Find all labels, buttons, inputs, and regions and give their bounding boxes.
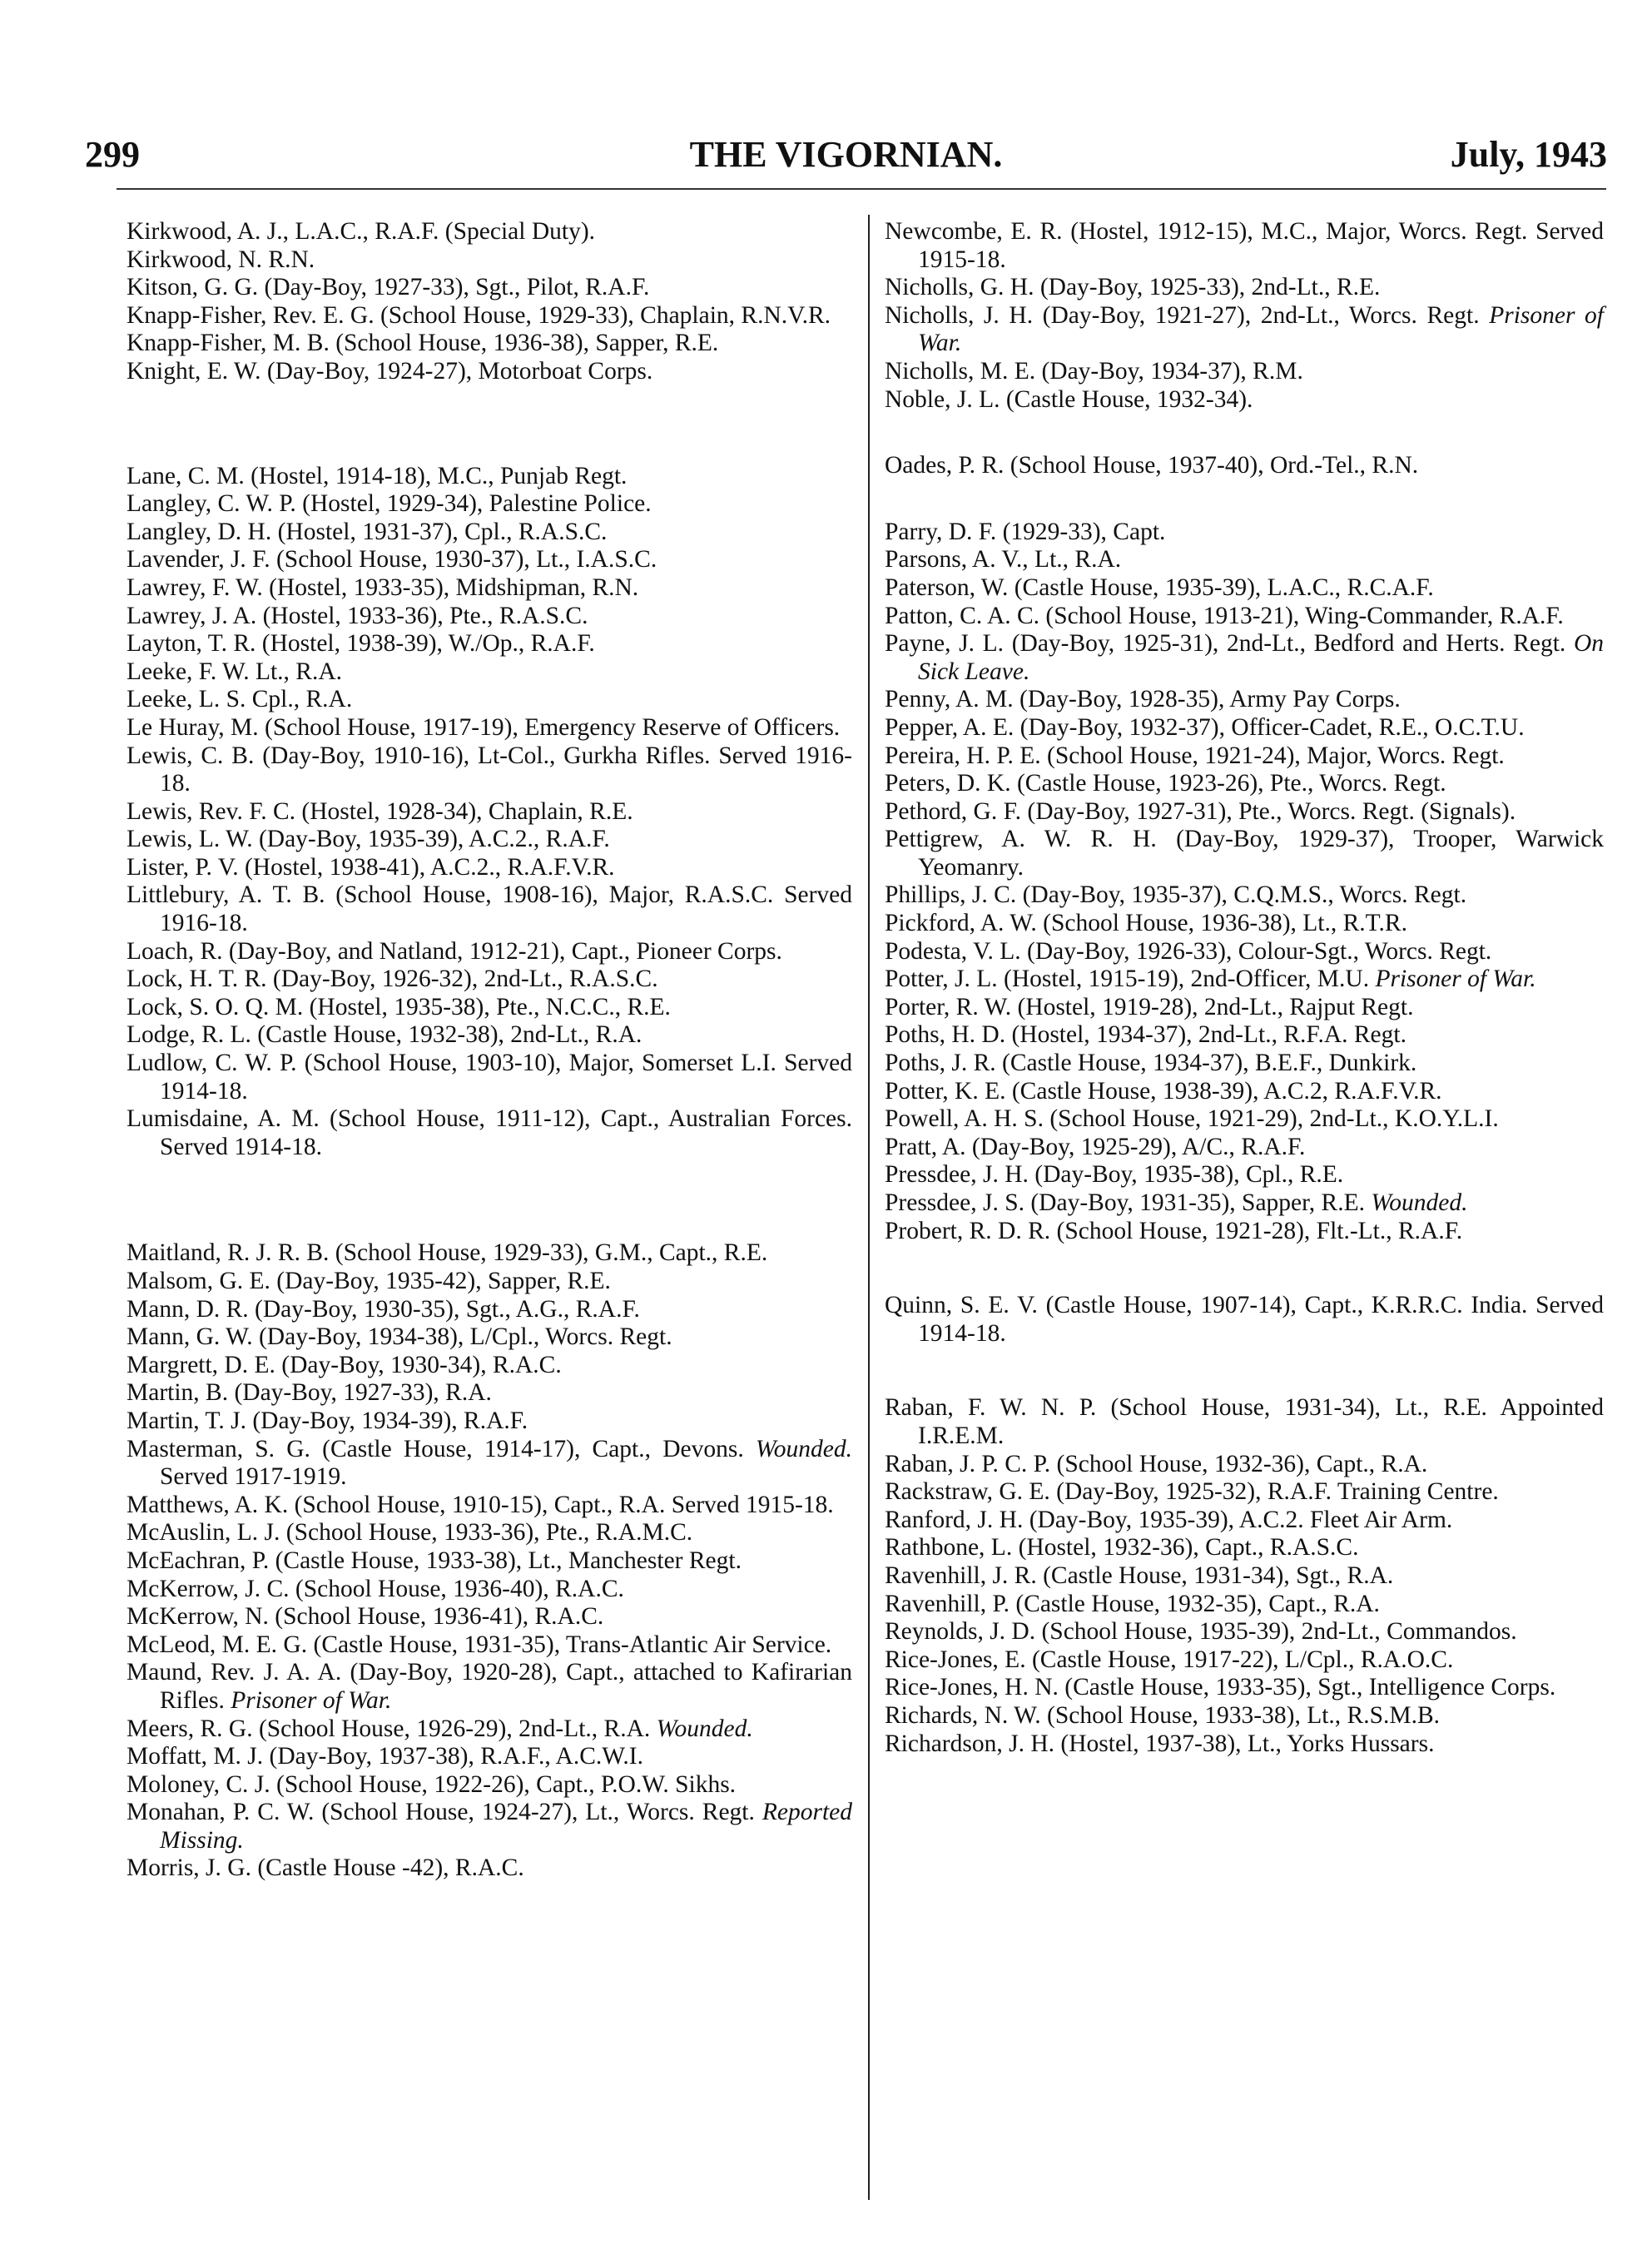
- roll-entry: Probert, R. D. R. (School House, 1921-28), Flt.-Lt., R.A.F.: [885, 1217, 1463, 1244]
- roll-entry: Lawrey, J. A. (Hostel, 1933-36), Pte., R.A.S.C.: [127, 602, 588, 629]
- group-spacer: [885, 1245, 1604, 1292]
- roll-entry: Pepper, A. E. (Day-Boy, 1932-37), Officer-Cadet, R.E., O.C.T.U.: [885, 713, 1525, 741]
- roll-entry: Pethord, G. F. (Day-Boy, 1927-31), Pte., Worcs. Regt. (Signals).: [885, 797, 1516, 825]
- roll-entry: Ravenhill, J. R. (Castle House, 1931-34), Sgt., R.A.: [885, 1561, 1394, 1589]
- roll-entry: Reynolds, J. D. (School House, 1935-39), 2nd-Lt., Commandos.: [885, 1618, 1517, 1646]
- roll-entry: Parry, D. F. (1929-33), Capt.: [885, 518, 1166, 545]
- roll-entry: Parsons, A. V., Lt., R.A.: [885, 546, 1122, 573]
- roll-entry: Masterman, S. G. (Castle House, 1914-17), Capt., Devons. Wounded. Served 1917-1919.: [127, 1435, 852, 1491]
- roll-entry: Peters, D. K. (Castle House, 1923-26), Pte., Worcs. Regt.: [885, 770, 1446, 797]
- right-column: [885, 218, 1604, 1758]
- roll-entry: Poths, J. R. (Castle House, 1934-37), B.E.F., Dunkirk.: [885, 1050, 1417, 1077]
- letter-group-n: [885, 218, 1604, 414]
- roll-entry: Pratt, A. (Day-Boy, 1925-29), A/C., R.A.F.: [885, 1133, 1306, 1160]
- roll-entry: Potter, K. E. (Castle House, 1938-39), A.C.2, R.A.F.V.R.: [885, 1077, 1442, 1105]
- roll-entry: Margrett, D. E. (Day-Boy, 1930-34), R.A.C.: [127, 1351, 562, 1378]
- roll-entry: Mann, D. R. (Day-Boy, 1930-35), Sgt., A.G., R.A.F.: [127, 1295, 640, 1323]
- group-spacer: [885, 414, 1604, 452]
- group-spacer: [885, 1348, 1604, 1394]
- roll-entry: Lawrey, F. W. (Hostel, 1933-35), Midshipman, R.N.: [127, 573, 639, 601]
- roll-entry: Mann, G. W. (Day-Boy, 1934-38), L/Cpl., Worcs. Regt.: [127, 1323, 672, 1351]
- roll-entry: Kirkwood, N. R.N.: [127, 246, 315, 273]
- header-rule: [117, 188, 1606, 190]
- roll-entry: Noble, J. L. (Castle House, 1932-34).: [885, 385, 1253, 413]
- roll-entry: Lister, P. V. (Hostel, 1938-41), A.C.2., R.A.F.V.R.: [127, 853, 615, 881]
- roll-entry: Paterson, W. (Castle House, 1935-39), L.A.C., R.C.A.F.: [885, 573, 1434, 601]
- publication-title: THE VIGORNIAN.: [689, 134, 1003, 175]
- roll-entry: Knapp-Fisher, Rev. E. G. (School House, 1929-33), Chaplain, R.N.V.R.: [127, 301, 831, 329]
- roll-entry: Porter, R. W. (Hostel, 1919-28), 2nd-Lt., Rajput Regt.: [885, 993, 1414, 1020]
- roll-entry: Nicholls, M. E. (Day-Boy, 1934-37), R.M.: [885, 357, 1303, 385]
- roll-entry: Raban, J. P. C. P. (School House, 1932-36), Capt., R.A.: [885, 1450, 1428, 1477]
- roll-entry: Kirkwood, A. J., L.A.C., R.A.F. (Special Duty).: [127, 218, 596, 245]
- roll-entry: Lumisdaine, A. M. (School House, 1911-12), Capt., Australian Forces. Served 1914-18.: [127, 1105, 852, 1160]
- roll-entry: Loach, R. (Day-Boy, and Natland, 1912-21), Capt., Pioneer Corps.: [127, 937, 782, 965]
- letter-group-k: [127, 218, 852, 386]
- group-spacer: [127, 1161, 852, 1239]
- roll-entry: Maund, Rev. J. A. A. (Day-Boy, 1920-28), Capt., attached to Kafirarian Rifles. Prisoner of War.: [127, 1659, 852, 1714]
- roll-entry: Rice-Jones, H. N. (Castle House, 1933-35), Sgt., Intelligence Corps.: [885, 1674, 1556, 1701]
- roll-entry: McKerrow, J. C. (School House, 1936-40), R.A.C.: [127, 1575, 624, 1602]
- roll-entry: Pressdee, J. H. (Day-Boy, 1935-38), Cpl., R.E.: [885, 1161, 1344, 1189]
- roll-entry: Rackstraw, G. E. (Day-Boy, 1925-32), R.A.F. Training Centre.: [885, 1478, 1499, 1506]
- roll-entry: Payne, J. L. (Day-Boy, 1925-31), 2nd-Lt., Bedford and Herts. Regt. On Sick Leave.: [885, 630, 1604, 685]
- roll-entry: Pettigrew, A. W. R. H. (Day-Boy, 1929-37), Trooper, Warwick Yeomanry.: [885, 826, 1604, 881]
- roll-entry: Moffatt, M. J. (Day-Boy, 1937-38), R.A.F., A.C.W.I.: [127, 1743, 643, 1770]
- roll-entry: Nicholls, J. H. (Day-Boy, 1921-27), 2nd-Lt., Worcs. Regt. Prisoner of War.: [885, 301, 1604, 357]
- roll-entry: Raban, F. W. N. P. (School House, 1931-34), Lt., R.E. Appointed I.R.E.M.: [885, 1394, 1604, 1449]
- left-column: [127, 218, 852, 1883]
- roll-entry: Knapp-Fisher, M. B. (School House, 1936-38), Sapper, R.E.: [127, 330, 719, 357]
- roll-entry: Lewis, C. B. (Day-Boy, 1910-16), Lt-Col., Gurkha Rifles. Served 1916-18.: [127, 742, 852, 797]
- roll-entry: Langley, D. H. (Hostel, 1931-37), Cpl., R.A.S.C.: [127, 518, 608, 545]
- roll-entry: Ravenhill, P. (Castle House, 1932-35), Capt., R.A.: [885, 1590, 1380, 1617]
- roll-entry: Lewis, Rev. F. C. (Hostel, 1928-34), Chaplain, R.E.: [127, 797, 633, 825]
- roll-entry: Langley, C. W. P. (Hostel, 1929-34), Palestine Police.: [127, 490, 652, 518]
- roll-entry: Rice-Jones, E. (Castle House, 1917-22), L/Cpl., R.A.O.C.: [885, 1646, 1454, 1673]
- letter-group-m: [127, 1239, 852, 1883]
- roll-entry: Patton, C. A. C. (School House, 1913-21), Wing-Commander, R.A.F.: [885, 602, 1564, 629]
- roll-entry: Lock, H. T. R. (Day-Boy, 1926-32), 2nd-Lt., R.A.S.C.: [127, 966, 658, 993]
- roll-entry: Moloney, C. J. (School House, 1922-26), Capt., P.O.W. Sikhs.: [127, 1770, 737, 1798]
- roll-entry: Lodge, R. L. (Castle House, 1932-38), 2nd-Lt., R.A.: [127, 1021, 642, 1049]
- roll-entry: Powell, A. H. S. (School House, 1921-29), 2nd-Lt., K.O.Y.L.I.: [885, 1105, 1499, 1133]
- roll-entry: Layton, T. R. (Hostel, 1938-39), W./Op., R.A.F.: [127, 630, 595, 658]
- page-header: [85, 133, 1607, 180]
- roll-entry: Knight, E. W. (Day-Boy, 1924-27), Motorboat Corps.: [127, 357, 653, 385]
- roll-entry: Lavender, J. F. (School House, 1930-37), Lt., I.A.S.C.: [127, 546, 657, 573]
- roll-entry: Lock, S. O. Q. M. (Hostel, 1935-38), Pte., N.C.C., R.E.: [127, 993, 671, 1020]
- roll-entry: Kitson, G. G. (Day-Boy, 1927-33), Sgt., Pilot, R.A.F.: [127, 274, 650, 301]
- page-number: 299: [85, 134, 140, 175]
- roll-entry: Podesta, V. L. (Day-Boy, 1926-33), Colour-Sgt., Worcs. Regt.: [885, 937, 1492, 965]
- issue-date: July, 1943: [1450, 134, 1607, 175]
- roll-entry: McEachran, P. (Castle House, 1933-38), Lt., Manchester Regt.: [127, 1547, 742, 1574]
- roll-entry: Richardson, J. H. (Hostel, 1937-38), Lt., Yorks Hussars.: [885, 1730, 1435, 1757]
- roll-entry: Penny, A. M. (Day-Boy, 1928-35), Army Pay Corps.: [885, 686, 1401, 713]
- roll-entry: Le Huray, M. (School House, 1917-19), Emergency Reserve of Officers.: [127, 713, 841, 741]
- roll-entry: Potter, J. L. (Hostel, 1915-19), 2nd-Officer, M.U. Prisoner of War.: [885, 966, 1536, 993]
- roll-entry: Rathbone, L. (Hostel, 1932-36), Capt., R.A.S.C.: [885, 1534, 1359, 1561]
- roll-entry: Pereira, H. P. E. (School House, 1921-24), Major, Worcs. Regt.: [885, 742, 1505, 769]
- roll-entry: Pressdee, J. S. (Day-Boy, 1931-35), Sapper, R.E. Wounded.: [885, 1189, 1468, 1216]
- roll-entry: Poths, H. D. (Hostel, 1934-37), 2nd-Lt., R.F.A. Regt.: [885, 1021, 1406, 1049]
- roll-entry: Maitland, R. J. R. B. (School House, 1929-33), G.M., Capt., R.E.: [127, 1239, 768, 1267]
- roll-entry: McLeod, M. E. G. (Castle House, 1931-35), Trans-Atlantic Air Service.: [127, 1631, 832, 1658]
- letter-group-r: [885, 1394, 1604, 1758]
- roll-entry: McAuslin, L. J. (School House, 1933-36), Pte., R.A.M.C.: [127, 1519, 693, 1547]
- roll-entry: Oades, P. R. (School House, 1937-40), Ord.-Tel., R.N.: [885, 452, 1419, 479]
- letter-group-q: [885, 1292, 1604, 1348]
- roll-entry: Quinn, S. E. V. (Castle House, 1907-14), Capt., K.R.R.C. India. Served 1914-18.: [885, 1292, 1604, 1347]
- roll-entry: Monahan, P. C. W. (School House, 1924-27), Lt., Worcs. Regt. Reported Missing.: [127, 1799, 852, 1854]
- roll-entry: Phillips, J. C. (Day-Boy, 1935-37), C.Q.M.S., Worcs. Regt.: [885, 881, 1467, 909]
- roll-entry: Matthews, A. K. (School House, 1910-15), Capt., R.A. Served 1915-18.: [127, 1491, 834, 1518]
- roll-entry: Leeke, L. S. Cpl., R.A.: [127, 686, 353, 713]
- column-divider: [868, 215, 870, 2200]
- roll-entry: Pickford, A. W. (School House, 1936-38), Lt., R.T.R.: [885, 910, 1407, 937]
- letter-group-p: [885, 519, 1604, 1245]
- group-spacer: [127, 386, 852, 463]
- roll-entry: Martin, T. J. (Day-Boy, 1934-39), R.A.F.: [127, 1407, 528, 1434]
- roll-entry: Ranford, J. H. (Day-Boy, 1935-39), A.C.2. Fleet Air Arm.: [885, 1506, 1453, 1533]
- roll-entry: Meers, R. G. (School House, 1926-29), 2nd-Lt., R.A. Wounded.: [127, 1715, 753, 1742]
- letter-group-l: [127, 463, 852, 1162]
- roll-entry: Newcombe, E. R. (Hostel, 1912-15), M.C., Major, Worcs. Regt. Served 1915-18.: [885, 218, 1604, 273]
- roll-entry: Malsom, G. E. (Day-Boy, 1935-42), Sapper, R.E.: [127, 1268, 611, 1294]
- roll-entry: Littlebury, A. T. B. (School House, 1908-16), Major, R.A.S.C. Served 1916-18.: [127, 881, 852, 937]
- roll-entry: Leeke, F. W. Lt., R.A.: [127, 658, 343, 685]
- roll-entry: Morris, J. G. (Castle House -42), R.A.C.: [127, 1854, 524, 1882]
- roll-entry: Ludlow, C. W. P. (School House, 1903-10), Major, Somerset L.I. Served 1914-18.: [127, 1050, 852, 1105]
- roll-entry: Lewis, L. W. (Day-Boy, 1935-39), A.C.2., R.A.F.: [127, 826, 610, 853]
- roll-entry: McKerrow, N. (School House, 1936-41), R.A.C.: [127, 1603, 604, 1631]
- roll-entry: Richards, N. W. (School House, 1933-38), Lt., R.S.M.B.: [885, 1701, 1441, 1729]
- roll-entry: Nicholls, G. H. (Day-Boy, 1925-33), 2nd-Lt., R.E.: [885, 274, 1381, 301]
- letter-group-o: [885, 452, 1604, 480]
- roll-entry: Martin, B. (Day-Boy, 1927-33), R.A.: [127, 1379, 492, 1407]
- roll-entry: Lane, C. M. (Hostel, 1914-18), M.C., Punjab Regt.: [127, 462, 628, 489]
- group-spacer: [885, 480, 1604, 519]
